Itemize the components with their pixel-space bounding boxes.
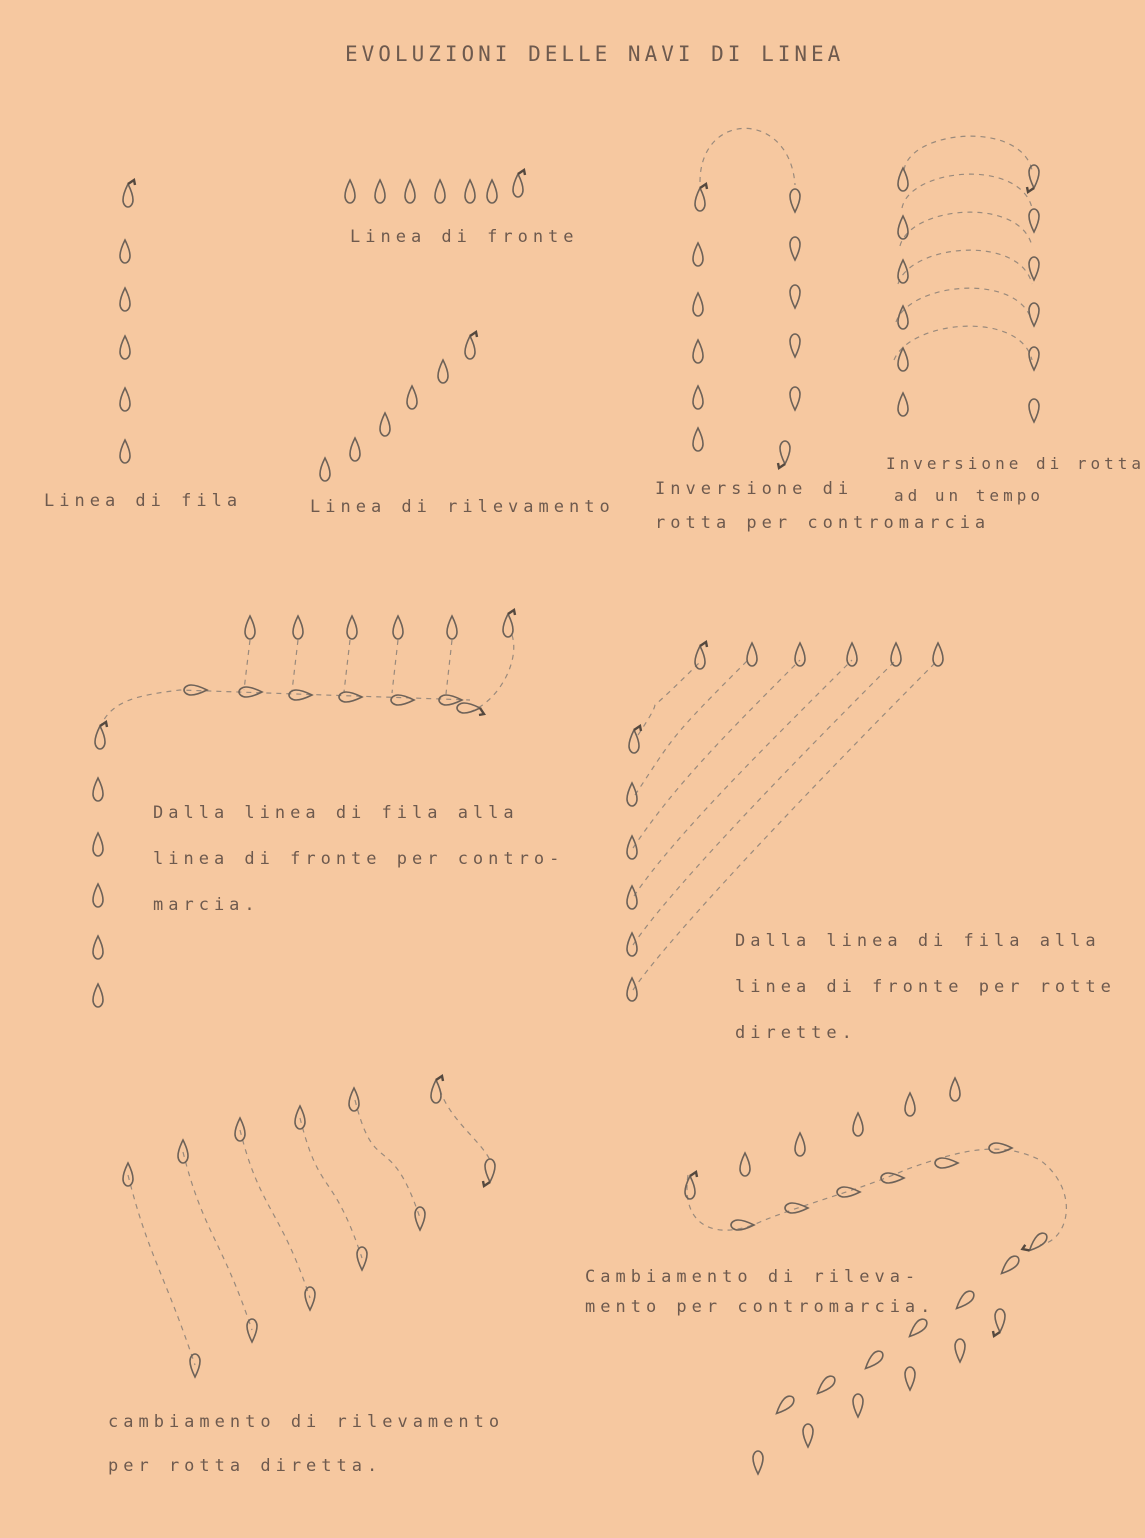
ship-marker: [1029, 257, 1039, 280]
ship-marker: [935, 1158, 958, 1168]
ship-marker: [693, 428, 703, 451]
label-line: Dalla linea di fila alla: [735, 931, 1101, 951]
label-linea-di-fila: Linea di fila: [44, 491, 243, 511]
label-line: linea di fronte per rotte: [735, 977, 1116, 997]
label-line: Cambiamento di rileva-: [585, 1267, 921, 1287]
ship-marker: [393, 616, 403, 639]
ship-marker: [120, 440, 130, 463]
lead-ship-marker: [503, 610, 515, 637]
lead-ship-marker: [513, 170, 525, 197]
contromarcia-turn-track: [700, 128, 795, 185]
ship-marker: [814, 1374, 837, 1397]
label-fila-fronte-dirette: [735, 918, 1116, 1056]
ship-track: [244, 640, 250, 690]
ship-marker: [447, 616, 457, 639]
ship-marker: [753, 1451, 763, 1474]
ship-marker: [898, 306, 908, 329]
lead-ship-marker: [457, 703, 484, 715]
ship-marker: [905, 1093, 915, 1116]
ship-track: [392, 640, 398, 693]
ship-tracks: [100, 128, 1066, 1365]
ship-marker: [1029, 347, 1039, 370]
ship-marker: [627, 886, 637, 909]
lead-ship-marker: [685, 1172, 697, 1199]
ship-marker: [627, 933, 637, 956]
label-line: dirette.: [735, 1023, 857, 1043]
ship-marker: [790, 285, 800, 308]
ship-marker: [93, 936, 103, 959]
ship-marker: [438, 360, 448, 383]
ship-marker: [347, 616, 357, 639]
label-line: cambiamento di rilevamento: [108, 1412, 505, 1432]
ship-marker: [415, 1207, 425, 1230]
ship-marker: [731, 1220, 754, 1230]
ship-marker: [747, 643, 757, 666]
inversione-track: [902, 174, 1032, 208]
ship-marker: [123, 1163, 133, 1186]
ship-marker: [998, 1254, 1021, 1277]
label-line: Inversione di rotta: [886, 454, 1145, 473]
label-line: marcia.: [153, 895, 260, 915]
label-line: ad un tempo: [894, 486, 1044, 505]
ship-track: [470, 635, 514, 712]
ship-marker: [93, 984, 103, 1007]
ship-marker: [795, 1133, 805, 1156]
diagonal-track: [300, 1118, 362, 1258]
ship-marker: [407, 386, 417, 409]
lead-ship-marker: [778, 441, 790, 468]
ship-marker: [120, 388, 130, 411]
diagonal-track: [128, 1175, 195, 1365]
label-cambiamento-contromarcia: [585, 1262, 935, 1322]
ship-marker: [955, 1339, 965, 1362]
ship-marker: [627, 836, 637, 859]
ship-marker: [790, 237, 800, 260]
ship-marker: [293, 616, 303, 639]
ship-marker: [120, 336, 130, 359]
direct-course-track: [635, 660, 748, 795]
contromarcia-line-track: [100, 690, 470, 728]
ship-marker: [350, 438, 360, 461]
ship-marker: [803, 1424, 813, 1447]
diagonal-track: [440, 1090, 490, 1160]
ship-marker: [247, 1319, 257, 1342]
lead-ship-marker: [465, 332, 477, 359]
ship-marker: [693, 243, 703, 266]
inversione-track: [904, 136, 1032, 170]
direct-course-track: [638, 660, 702, 735]
ship-marker: [693, 340, 703, 363]
page-title: EVOLUZIONI DELLE NAVI DI LINEA: [345, 42, 845, 66]
diagonal-track: [183, 1152, 252, 1330]
ship-marker: [898, 168, 908, 191]
lead-ship-marker: [95, 722, 107, 749]
ship-marker: [853, 1113, 863, 1136]
ship-marker: [790, 189, 800, 212]
ship-marker: [1029, 303, 1039, 326]
ship-marker: [391, 695, 414, 705]
ship-marker: [795, 643, 805, 666]
lead-ship-marker: [993, 1309, 1005, 1336]
ship-marker: [305, 1287, 315, 1310]
inversione-track: [894, 326, 1032, 360]
ship-marker: [245, 616, 255, 639]
ship-marker: [380, 413, 390, 436]
ship-marker: [905, 1367, 915, 1390]
lead-ship-marker: [695, 184, 707, 211]
label-line: linea di fronte per contro-: [153, 849, 565, 869]
ship-track: [446, 640, 452, 694]
direct-course-track: [634, 660, 852, 896]
ship-marker: [693, 386, 703, 409]
ship-marker: [853, 1394, 863, 1417]
ship-marker: [898, 216, 908, 239]
ship-track: [344, 640, 350, 692]
ship-marker: [989, 1143, 1012, 1153]
ship-marker: [950, 1078, 960, 1101]
ship-marker: [435, 180, 445, 203]
ship-marker: [790, 387, 800, 410]
ship-marker: [1029, 399, 1039, 422]
ship-marker: [465, 180, 475, 203]
label-line: Dalla linea di fila alla: [153, 803, 519, 823]
label-line: rotta per contromarcia: [655, 513, 991, 533]
lead-ship-marker: [1027, 165, 1039, 192]
ship-marker: [357, 1247, 367, 1270]
label-line: mento per contromarcia.: [585, 1297, 936, 1317]
inversione-track: [898, 250, 1032, 284]
ship-marker: [405, 180, 415, 203]
ship-marker: [862, 1349, 885, 1372]
ship-marker: [339, 692, 362, 702]
ship-marker: [93, 833, 103, 856]
label-linea-di-fronte: Linea di fronte: [350, 227, 579, 247]
ship-marker: [790, 334, 800, 357]
ship-marker: [881, 1173, 904, 1183]
label-inversione-un-tempo: [886, 448, 1145, 512]
inversione-track: [896, 288, 1032, 322]
ship-marker: [933, 643, 943, 666]
direct-course-track: [633, 660, 896, 945]
lead-ship-marker: [483, 1159, 495, 1186]
ship-marker: [120, 288, 130, 311]
lead-ship-marker: [123, 180, 135, 207]
ship-marker: [120, 240, 130, 263]
ship-marker: [93, 778, 103, 801]
lead-ship-marker: [431, 1076, 443, 1103]
ship-marker: [295, 1106, 305, 1129]
contromarcia-bearing-track: [687, 1149, 1066, 1245]
ship-marker: [847, 643, 857, 666]
ship-marker: [693, 293, 703, 316]
label-linea-di-rilevamento: Linea di rilevamento: [310, 497, 615, 517]
diagonal-track: [240, 1130, 310, 1298]
ship-marker: [773, 1394, 796, 1417]
ship-track: [292, 640, 298, 691]
label-line: per rotta diretta.: [108, 1456, 383, 1476]
ship-marker: [235, 1118, 245, 1141]
ship-marker: [375, 180, 385, 203]
ship-marker: [178, 1140, 188, 1163]
lead-ship-marker: [629, 726, 641, 753]
ship-marker: [898, 260, 908, 283]
ship-marker: [837, 1187, 860, 1197]
ship-marker: [740, 1153, 750, 1176]
ship-marker: [93, 884, 103, 907]
label-line: Inversione di: [655, 479, 854, 499]
ship-marker: [898, 393, 908, 416]
ship-marker: [891, 643, 901, 666]
ship-marker: [1029, 209, 1039, 232]
ship-marker: [953, 1289, 976, 1312]
direct-course-track: [633, 660, 800, 848]
inversione-track: [900, 212, 1032, 246]
ship-marker: [627, 978, 637, 1001]
label-cambiamento-diretta: [108, 1400, 504, 1488]
lead-ship-marker: [1022, 1229, 1050, 1257]
ship-marker: [320, 458, 330, 481]
ship-marker: [349, 1088, 359, 1111]
diagonal-track: [355, 1100, 420, 1218]
ship-marker: [487, 180, 497, 203]
ship-marker: [190, 1354, 200, 1377]
label-fila-fronte-contromarcia: [153, 790, 564, 928]
ship-marker: [345, 180, 355, 203]
